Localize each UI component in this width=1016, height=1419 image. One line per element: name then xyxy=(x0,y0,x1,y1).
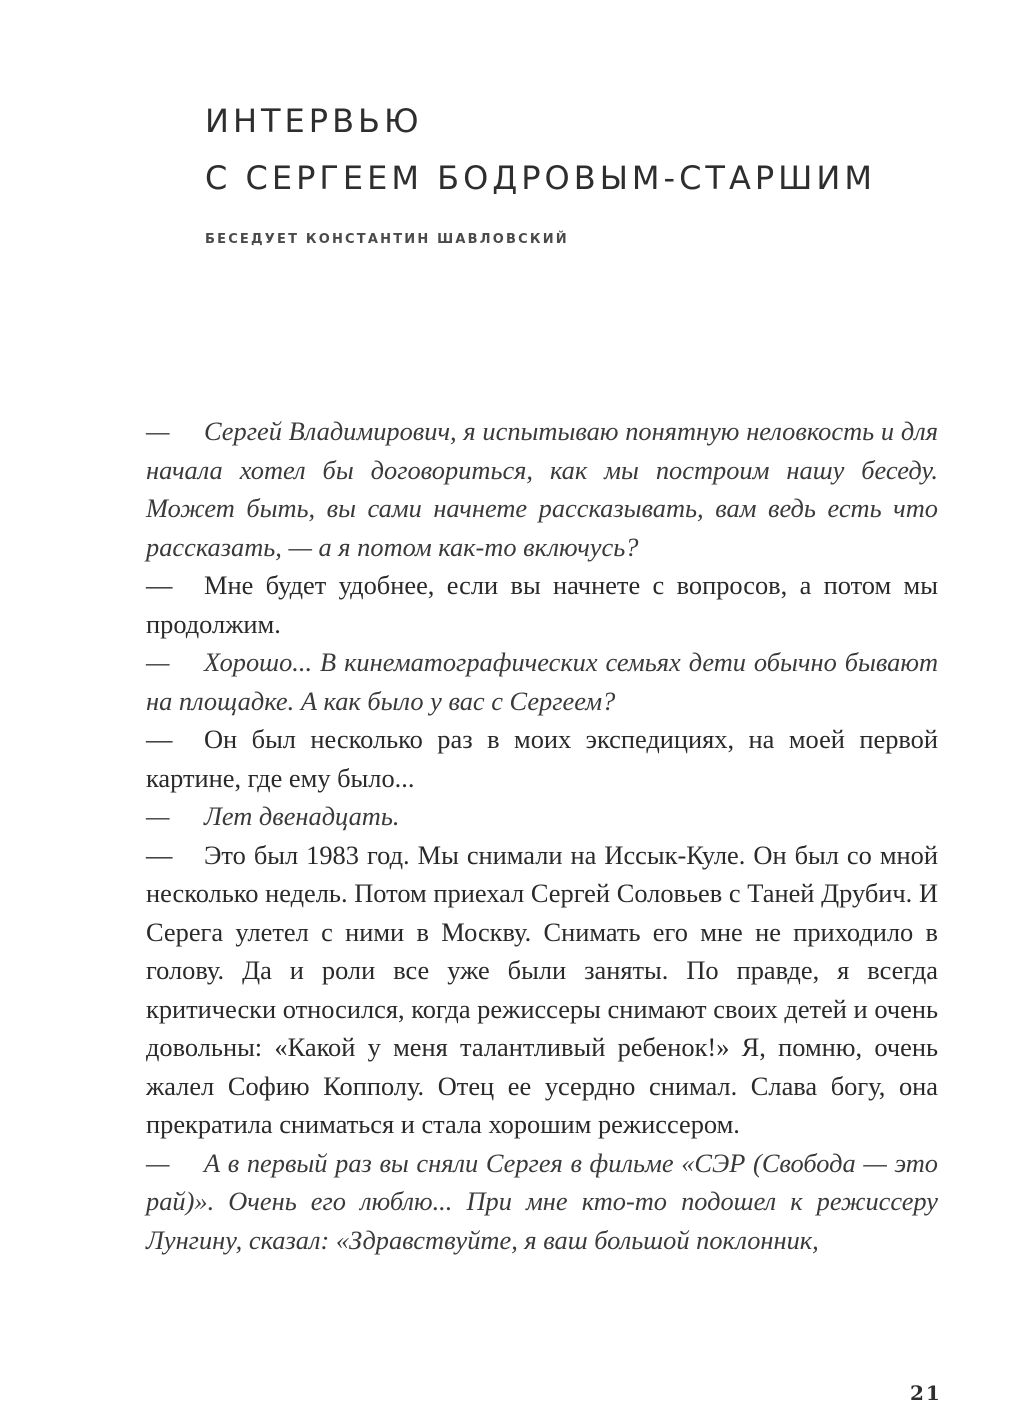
dialogue-dash: — xyxy=(146,839,173,870)
dialogue-question xyxy=(146,1144,938,1260)
dialogue-text: Мне будет удобнее, если вы начнете с вопросов, а потом мы продолжим. xyxy=(146,570,938,639)
dialogue-text: А в первый раз вы сняли Сергея в фильме «СЭР (Свобода — это рай)». Очень его люблю... При мне кто-то подошел к режиссеру Лунгину, сказал: «Здравствуйте, я ваш большой поклонник, xyxy=(146,1147,938,1255)
dialogue-dash: — xyxy=(146,570,173,600)
dialogue-answer xyxy=(146,566,938,643)
dialogue-question xyxy=(146,797,938,836)
dialogue-dash: — xyxy=(146,724,173,754)
chapter-title-line-1: ИНТЕРВЬЮ xyxy=(205,102,423,140)
chapter-title-line-2: С СЕРГЕЕМ БОДРОВЫМ-СТАРШИМ xyxy=(205,159,876,197)
dialogue-dash: — xyxy=(146,1147,170,1178)
dialogue-dash: — xyxy=(146,647,170,677)
page-number: 21 xyxy=(910,1381,942,1405)
dialogue-question xyxy=(146,643,938,720)
dialogue-question xyxy=(146,412,938,566)
interview-text xyxy=(146,412,938,1259)
dialogue-text: Сергей Владимирович, я испытываю понятную неловкость и для начала хотел бы договориться, как мы построим нашу беседу. Может быть, вы сами начнете рассказывать, вам ведь есть что рассказать, — а я потом как-то включусь? xyxy=(146,416,938,562)
dialogue-answer xyxy=(146,720,938,797)
interviewer-byline: БЕСЕДУЕТ КОНСТАНТИН ШАВЛОВСКИЙ xyxy=(205,232,569,247)
dialogue-answer xyxy=(146,836,938,1144)
dialogue-text: Он был несколько раз в моих экспедициях, на моей первой картине, где ему было... xyxy=(146,724,938,793)
dialogue-text: Хорошо... В кинематографических семьях дети обычно бывают на площадке. А как было у вас с Сергеем? xyxy=(146,647,938,716)
dialogue-dash: — xyxy=(146,801,170,831)
dialogue-text: Это был 1983 год. Мы снимали на Иссык-Куле. Он был со мной несколько недель. Потом приехал Сергей Соловьев с Таней Друбич. И Серега улетел с ними в Москву. Снимать его мне не приходило в голову. Да и роли все уже были заняты. По правде, я всегда критически относился, когда режиссеры снимают своих детей и очень довольны: «Какой у меня талантливый ребенок!» Я, помню, очень жалел Софию Копполу. Отец ее усердно снимал. Слава богу, она прекратила сниматься и стала хорошим режиссером. xyxy=(146,839,938,1139)
dialogue-text: Лет двенадцать. xyxy=(204,801,400,831)
dialogue-dash: — xyxy=(146,416,170,446)
